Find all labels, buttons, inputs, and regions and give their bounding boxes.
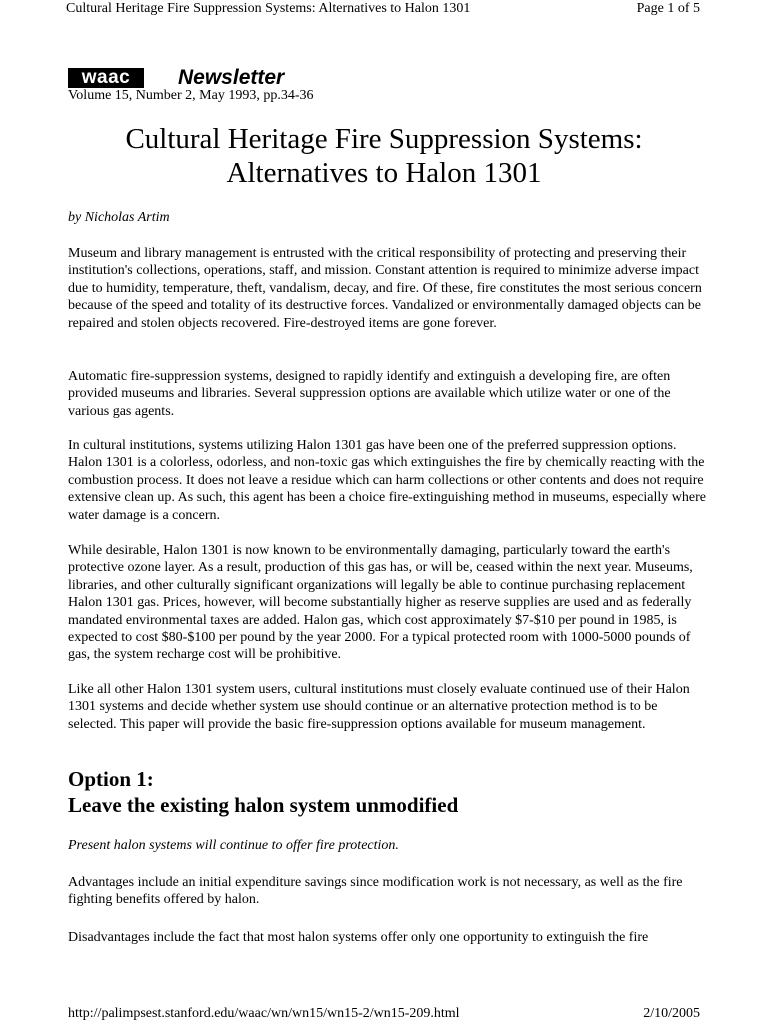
disadvantages-paragraph (68, 929, 708, 946)
paragraph (68, 437, 708, 524)
paragraph-text: Museum and library management is entrusted with the critical responsibility of protecting and preserving their institution's collections, operations, staff, and mission. Constant attention is required to minimize adverse impact due to humidity, temperature, theft, vandalism, decay, and fire. Of these, fire constitutes the most serious concern because of the speed and totality of its destructive forces. Vandalized or environmentally damaged objects can be repaired and stolen objects recovered. Fire-destroyed items are gone forever. (68, 246, 702, 331)
article-title-line-1: Cultural Heritage Fire Suppression Systems: (125, 123, 643, 155)
paragraph-text: Disadvantages include the fact that most halon systems offer only one opportunity to extinguish the fire (68, 930, 649, 945)
paragraph (68, 542, 708, 664)
print-footer (68, 1005, 700, 1023)
paragraph-text: While desirable, Halon 1301 is now known to be environmentally damaging, particularly toward the earth's protective ozone layer. As a result, production of this gas has, or will be, ceased within the next year. Museums, libraries, and other culturally significant organizations will legally be able to continue purchasing replacement Halon 1301 gas. Prices, however, will become substantially higher as reserve supplies are used and as federally mandated environmental taxes are added. Halon gas, which cost approximately $7-$10 per pound in 1985, is expected to cost $80-$100 per pound by the year 2000. For a typical protected room with 1000-5000 pounds of gas, the system recharge cost will be prohibitive. (68, 543, 693, 663)
page-url-link[interactable]: http://palimpsest.stanford.edu/waac/wn/wn15/wn15-2/wn15-209.html (68, 1006, 460, 1021)
print-header-title: Cultural Heritage Fire Suppression Systems: Alternatives to Halon 1301 (66, 1, 471, 16)
newsletter-label: Newsletter (178, 66, 285, 89)
option-1-heading-line-1: Option 1: (68, 767, 154, 791)
byline: by Nicholas Artim (68, 210, 170, 225)
option-1-note: Present halon systems will continue to offer fire protection. (68, 838, 399, 853)
article-title (68, 122, 700, 190)
paragraph-text: Advantages include an initial expenditure savings since modification work is not necessary, as well as the fire fighting benefits offered by halon. (68, 875, 683, 908)
paragraph-text: Automatic fire-suppression systems, designed to rapidly identify and extinguish a developing fire, are often provided museums and libraries. Several suppression options are available which utilize water or one of the various gas agents. (68, 369, 671, 419)
option-1-heading-line-2: Leave the existing halon system unmodified (68, 793, 459, 817)
advantages-paragraph (68, 874, 708, 909)
paragraph (68, 245, 708, 332)
volume-info: Volume 15, Number 2, May 1993, pp.34-36 (68, 88, 314, 103)
paragraph (68, 368, 708, 420)
paragraph (68, 681, 708, 733)
print-header (66, 0, 700, 20)
print-date: 2/10/2005 (643, 1006, 700, 1021)
paragraph-text: Like all other Halon 1301 system users, cultural institutions must closely evaluate continued use of their Halon 1301 systems and decide whether system use should continue or an alternative protection method is to be selected. This paper will provide the basic fire-suppression options available for museum management. (68, 682, 690, 732)
newsletter-masthead (68, 68, 284, 88)
waac-logo[interactable]: waac (68, 68, 144, 88)
article-title-line-2: Alternatives to Halon 1301 (226, 157, 542, 189)
option-1-heading (68, 766, 458, 818)
page-number: Page 1 of 5 (636, 1, 700, 16)
paragraph-text: In cultural institutions, systems utilizing Halon 1301 gas have been one of the preferred suppression options. Halon 1301 is a colorless, odorless, and non-toxic gas which extinguishes the fire by chemically reacting with the combustion process. It does not leave a residue which can harm collections or other contents and does not require extensive clean up. As such, this agent has been a choice fire-extinguishing method in museums, especially where water damage is a concern. (68, 438, 706, 523)
